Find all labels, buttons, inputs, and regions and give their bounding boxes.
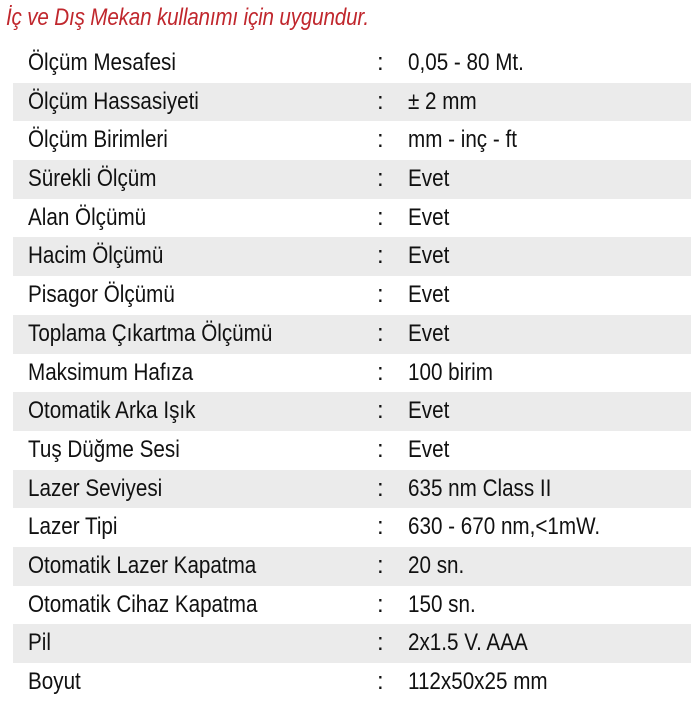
spec-row xyxy=(13,624,691,663)
spec-label: Otomatik Cihaz Kapatma xyxy=(28,590,258,618)
spec-separator: : xyxy=(377,319,384,347)
spec-value: 2x1.5 V. AAA xyxy=(408,629,528,657)
spec-row xyxy=(13,508,691,547)
spec-label: Otomatik Arka Işık xyxy=(28,397,196,425)
spec-row xyxy=(13,83,691,122)
spec-value: 20 sn. xyxy=(408,551,465,579)
spec-separator: : xyxy=(377,474,384,502)
spec-table xyxy=(13,44,691,702)
spec-separator: : xyxy=(377,242,384,270)
spec-row xyxy=(13,354,691,393)
spec-value: 150 sn. xyxy=(408,590,476,618)
spec-value: 630 - 670 nm,<1mW. xyxy=(408,513,601,541)
spec-value: Evet xyxy=(408,435,450,463)
spec-label: Pil xyxy=(28,629,51,657)
spec-value: 100 birim xyxy=(408,358,493,386)
spec-separator: : xyxy=(377,397,384,425)
spec-separator: : xyxy=(377,668,384,695)
spec-value: 0,05 - 80 Mt. xyxy=(408,49,524,76)
spec-separator: : xyxy=(377,281,384,309)
spec-row xyxy=(13,315,691,354)
spec-value: 112x50x25 mm xyxy=(408,668,548,695)
spec-label: Pisagor Ölçümü xyxy=(28,281,175,309)
spec-row xyxy=(13,44,691,83)
spec-row xyxy=(13,392,691,431)
spec-label: Boyut xyxy=(28,668,81,695)
spec-label: Hacim Ölçümü xyxy=(28,242,164,270)
headline: İç ve Dış Mekan kullanımı için uygundur. xyxy=(6,4,369,31)
spec-separator: : xyxy=(377,435,384,463)
spec-label: Maksimum Hafıza xyxy=(28,358,194,386)
spec-label: Toplama Çıkartma Ölçümü xyxy=(28,319,273,347)
spec-label: Lazer Tipi xyxy=(28,513,118,541)
spec-separator: : xyxy=(377,165,384,193)
spec-value: Evet xyxy=(408,165,450,193)
spec-separator: : xyxy=(377,513,384,541)
spec-label: Lazer Seviyesi xyxy=(28,474,163,502)
spec-row xyxy=(13,431,691,470)
spec-separator: : xyxy=(377,629,384,657)
spec-label: Alan Ölçümü xyxy=(28,203,147,231)
spec-row xyxy=(13,237,691,276)
spec-separator: : xyxy=(377,590,384,618)
spec-row xyxy=(13,586,691,625)
spec-value: Evet xyxy=(408,242,450,270)
spec-row xyxy=(13,121,691,160)
spec-row xyxy=(13,276,691,315)
spec-label: Sürekli Ölçüm xyxy=(28,165,157,193)
spec-value: 635 nm Class II xyxy=(408,474,552,502)
spec-value: Evet xyxy=(408,281,450,309)
spec-separator: : xyxy=(377,49,384,76)
spec-separator: : xyxy=(377,203,384,231)
spec-row xyxy=(13,470,691,509)
spec-value: mm - inç - ft xyxy=(408,126,517,154)
spec-label: Ölçüm Mesafesi xyxy=(28,49,176,76)
spec-label: Ölçüm Birimleri xyxy=(28,126,168,154)
spec-row xyxy=(13,663,691,702)
spec-value: Evet xyxy=(408,203,450,231)
spec-separator: : xyxy=(377,87,384,115)
spec-value: Evet xyxy=(408,397,450,425)
spec-row xyxy=(13,199,691,238)
spec-separator: : xyxy=(377,126,384,154)
spec-label: Otomatik Lazer Kapatma xyxy=(28,551,257,579)
spec-row xyxy=(13,160,691,199)
spec-label: Tuş Düğme Sesi xyxy=(28,435,180,463)
spec-label: Ölçüm Hassasiyeti xyxy=(28,87,199,115)
spec-separator: : xyxy=(377,551,384,579)
spec-value: Evet xyxy=(408,319,450,347)
spec-value: ± 2 mm xyxy=(408,87,477,115)
spec-row xyxy=(13,547,691,586)
spec-separator: : xyxy=(377,358,384,386)
